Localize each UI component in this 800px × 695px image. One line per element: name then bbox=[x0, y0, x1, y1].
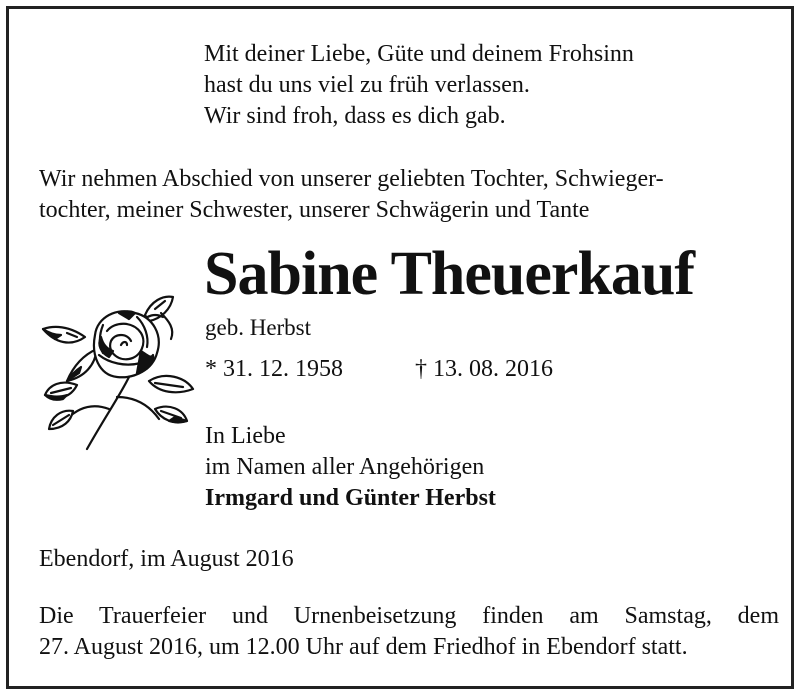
service-line: 27. August 2016, um 12.00 Uhr auf dem Friedhof in Ebendorf statt. bbox=[39, 634, 688, 660]
obituary-frame bbox=[6, 6, 794, 689]
closing-line: im Namen aller Angehörigen bbox=[205, 454, 485, 480]
farewell-line: Wir nehmen Abschied von unserer geliebten Tochter, Schwieger- bbox=[39, 166, 664, 192]
service-line: Die Trauerfeier und Urnenbeisetzung finden am Samstag, dem bbox=[39, 603, 779, 629]
place-date: Ebendorf, im August 2016 bbox=[39, 546, 294, 572]
death-date: † 13. 08. 2016 bbox=[415, 356, 553, 382]
poem-line: hast du uns viel zu früh verlassen. bbox=[204, 72, 530, 98]
farewell-text bbox=[39, 164, 765, 226]
poem-line: Mit deiner Liebe, Güte und deinem Frohsinn bbox=[204, 41, 634, 67]
birth-date: * 31. 12. 1958 bbox=[205, 356, 343, 382]
poem bbox=[204, 39, 634, 132]
rose-icon bbox=[37, 285, 197, 453]
signers: Irmgard und Günter Herbst bbox=[205, 485, 496, 511]
birth-name: geb. Herbst bbox=[205, 315, 312, 340]
farewell-line: tochter, meiner Schwester, unserer Schwägerin und Tante bbox=[39, 197, 590, 223]
service-notice bbox=[39, 601, 779, 663]
poem-line: Wir sind froh, dass es dich gab. bbox=[204, 103, 506, 129]
closing-line: In Liebe bbox=[205, 423, 286, 449]
life-dates bbox=[205, 356, 553, 383]
closing-block bbox=[205, 421, 496, 514]
deceased-name: Sabine Theuerkauf bbox=[204, 240, 695, 308]
